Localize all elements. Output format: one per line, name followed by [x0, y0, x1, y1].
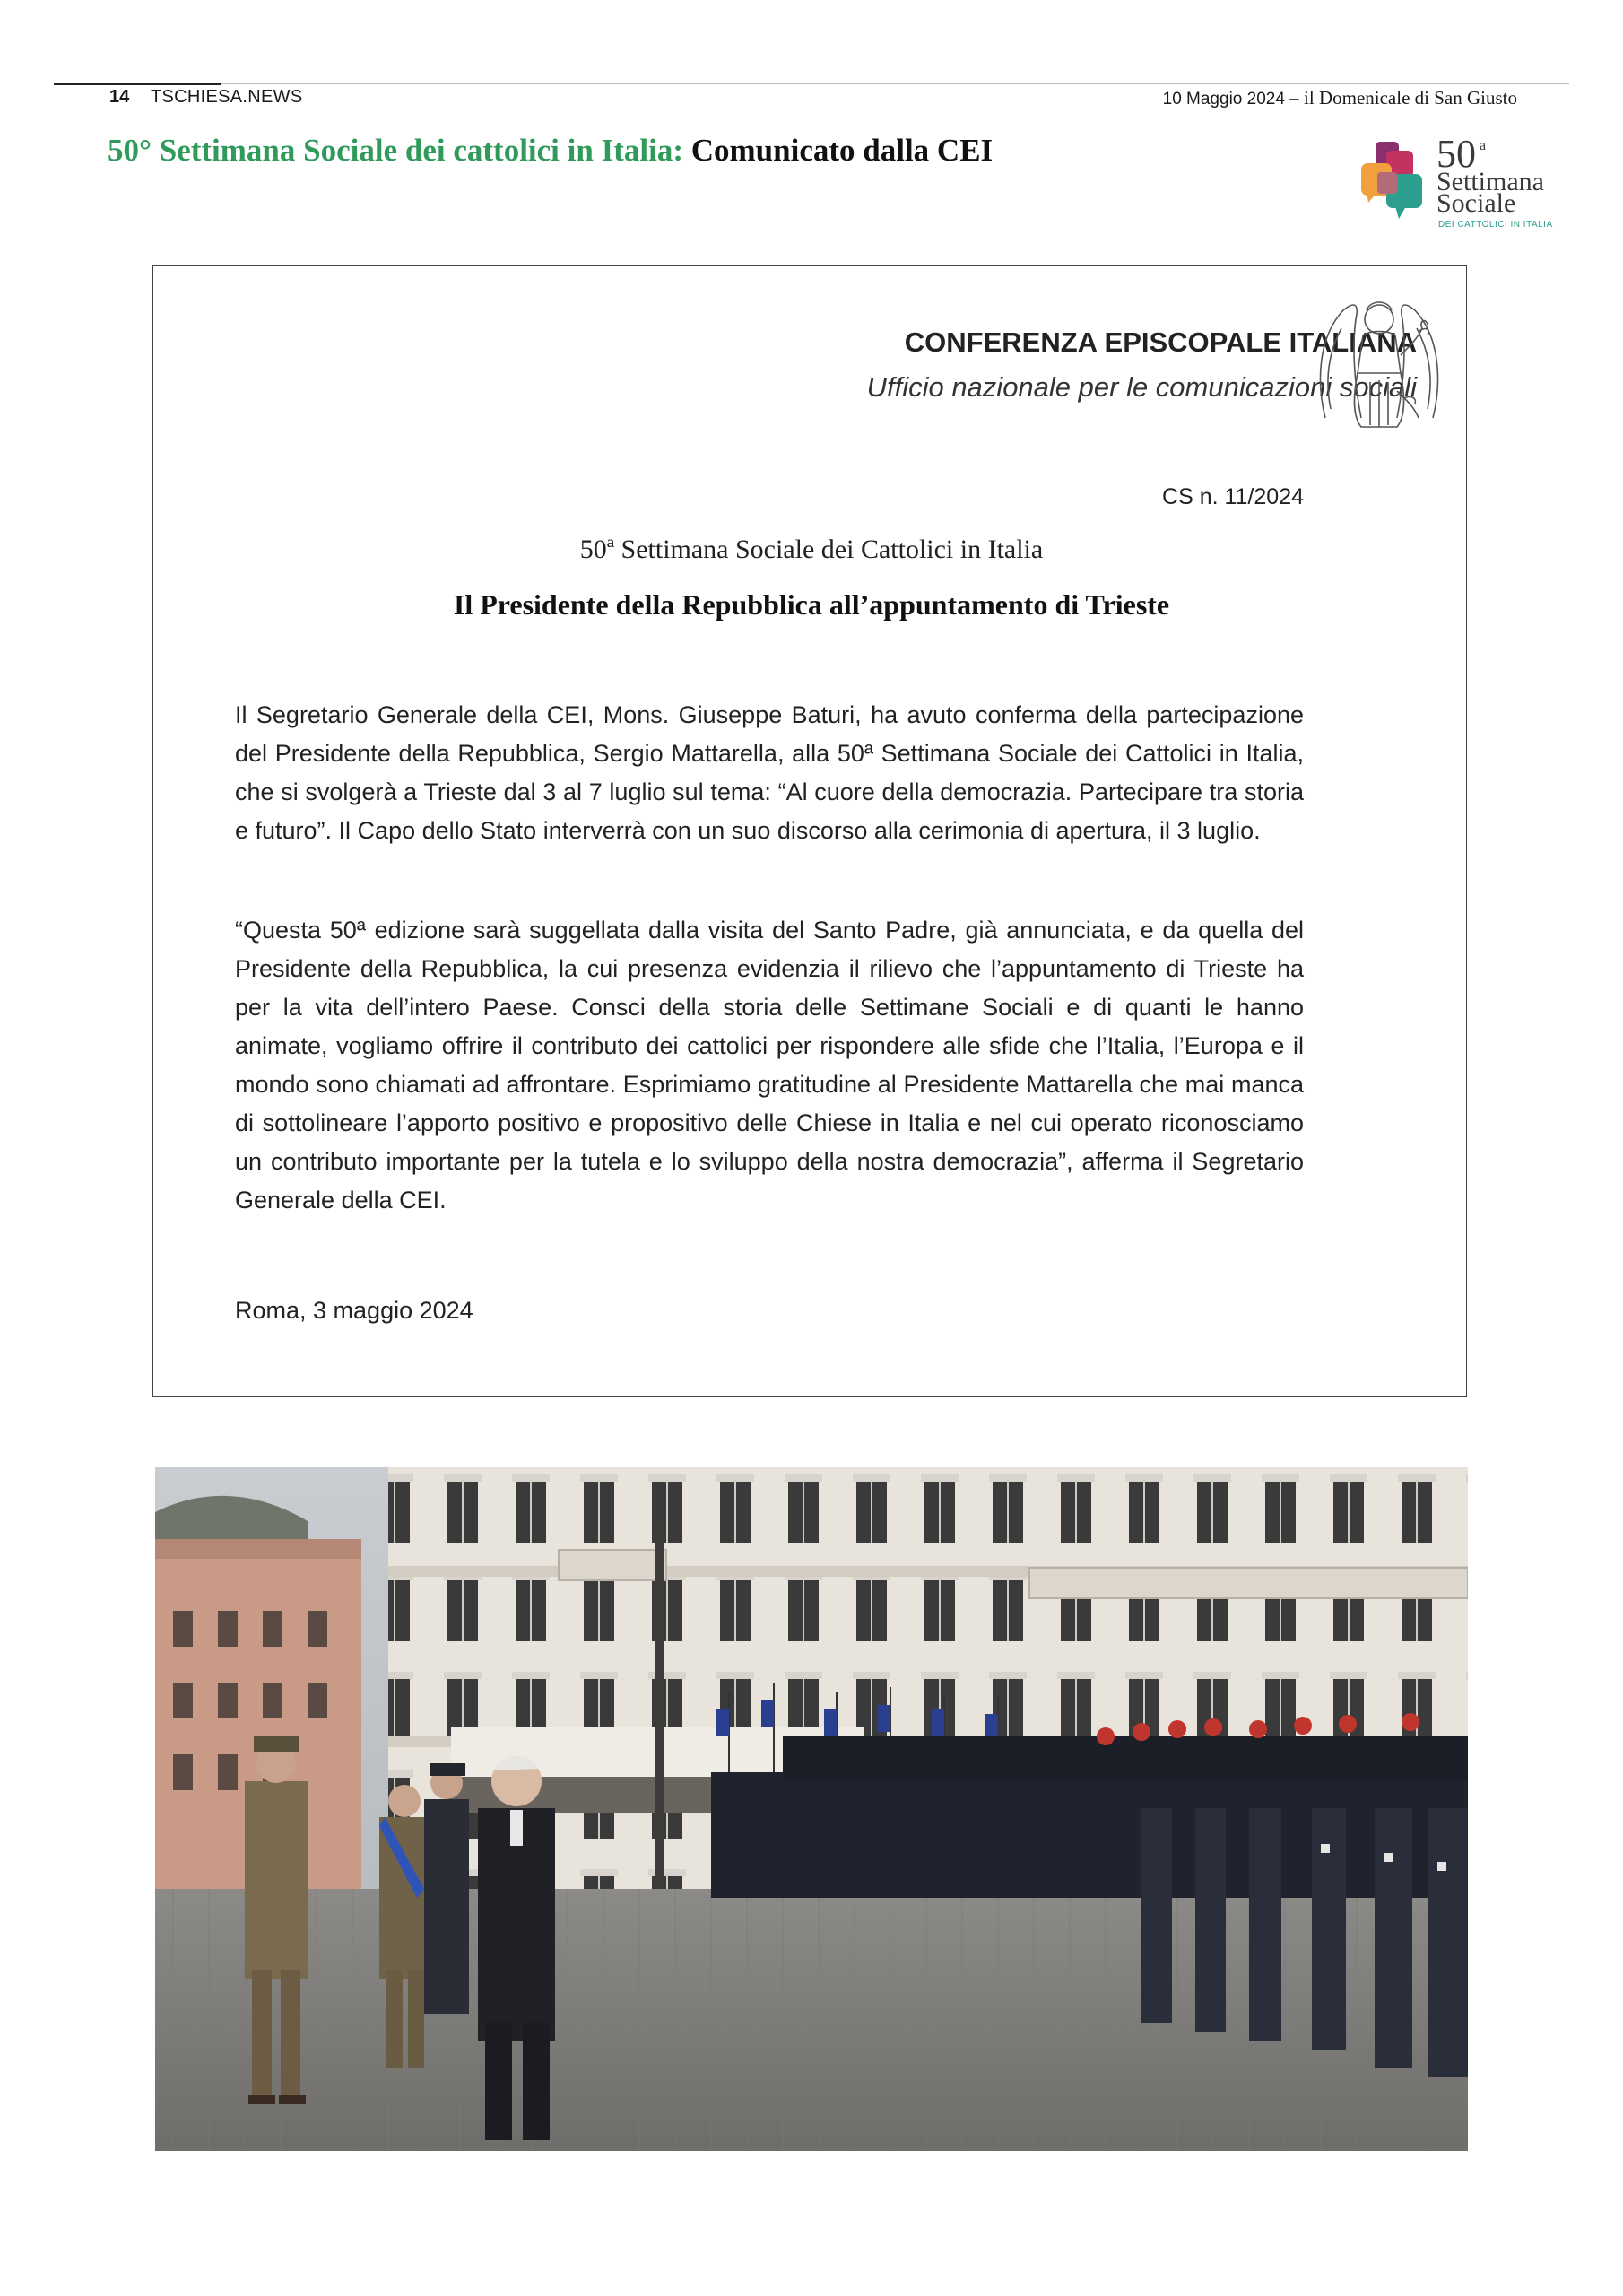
headline-event: 50° Settimana Sociale dei cattolici in Italia: [108, 133, 683, 168]
communique-place-date: Roma, 3 maggio 2024 [235, 1297, 473, 1324]
ceremony-photo [155, 1467, 1468, 2151]
communique-title: Il Presidente della Repubblica all’appuntamento di Trieste [453, 588, 1170, 621]
header-rule-thick [54, 83, 221, 85]
logo-line-sociale: Sociale [1436, 188, 1516, 218]
office-name: Ufficio nazionale per le comunicazioni sociali [866, 371, 1417, 403]
article-headline [108, 133, 993, 169]
issue-publication: il Domenicale di San Giusto [1304, 87, 1517, 109]
header-rule [221, 83, 1569, 84]
communique-event: 50ª Settimana Sociale dei Cattolici in Italia [579, 535, 1044, 564]
headline-topic: Comunicato dalla CEI [682, 133, 994, 168]
logo-line-settimana: Settimana [1436, 167, 1544, 196]
issue-separator: – [1284, 90, 1305, 109]
organization-name: CONFERENZA EPISCOPALE ITALIANA [904, 326, 1417, 358]
issue-date: 10 Maggio 2024 [1162, 90, 1285, 109]
communique-paragraph-2: “Questa 50ª edizione sarà suggellata dalla visita del Santo Padre, già annunciata, e da quella del Presidente della Repubblica, la cui presenza evidenzia il rilievo che l’appuntamento di Trieste ha per la vita dell’intero Paese. Consci della storia delle Settimane Sociali e di quanti le hanno animate, vogliamo offrire il contributo dei cattolici per rispondere alle sfide che l’Italia, l’Europa e il mondo sono chiamati ad affrontare. Esprimiamo gratitudine al Presidente Mattarella che mai manca di sottolineare l’apporto positivo e propositivo delle Chiese in Italia e nel cui operato riconosciamo un contributo importante per la tutela e lo sviluppo della nostra democrazia”, afferma il Segretario Generale della CEI. [235, 917, 1304, 1213]
logo-superscript: a [1480, 138, 1487, 153]
issue-info [1163, 87, 1517, 109]
page-number: 14 [109, 87, 130, 107]
logo-number: 50 [1436, 132, 1476, 176]
communique-number: CS n. 11/2024 [1162, 484, 1304, 509]
site-name[interactable]: TSCHIESA.NEWS [151, 87, 303, 107]
communique-paragraph-1: Il Segretario Generale della CEI, Mons. Giuseppe Baturi, ha avuto conferma della partecipazione del Presidente della Repubblica, Sergio Mattarella, alla 50ª Settimana Sociale dei Cattolici in Italia, che si svolgerà a Trieste dal 3 al 7 luglio sul tema: “Al cuore della democrazia. Partecipare tra storia e futuro”. Il Capo dello Stato interverrà con un suo discorso alla cerimonia di apertura, il 3 luglio. [235, 701, 1304, 844]
logo-line-cattolici: DEI CATTOLICI IN ITALIA [1438, 220, 1553, 230]
angel-emblem-icon [1307, 283, 1451, 434]
